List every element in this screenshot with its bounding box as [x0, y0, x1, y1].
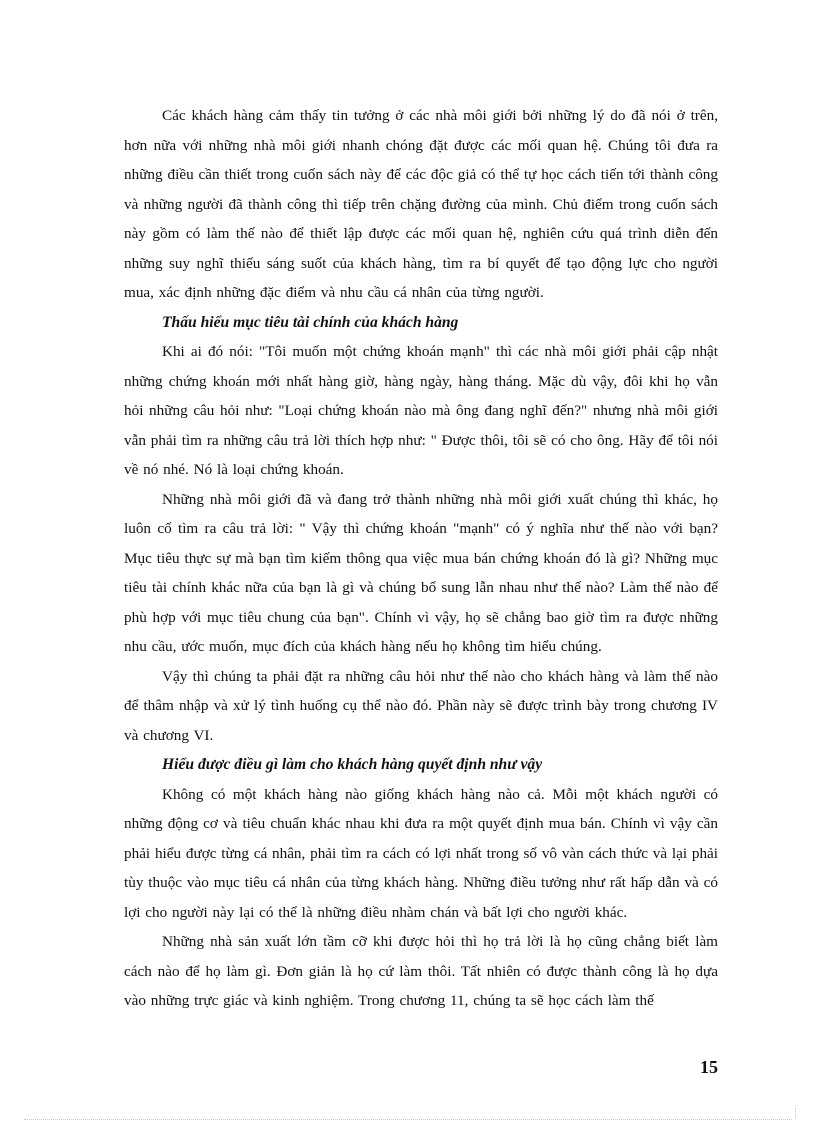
section-heading-financial-goals: Thấu hiểu mục tiêu tài chính của khách hàng	[162, 313, 459, 331]
section-heading-decision-motives: Hiểu được điều gì làm cho khách hàng quyết định như vậy	[162, 756, 543, 773]
paragraph-large-producers: Những nhà sản xuất lớn tầm cỡ khi được hỏi thì họ trả lời là họ cũng chẳng biết làm cách nào để họ làm gì. Đơn giản là họ cứ làm thôi. Tất nhiên có được thành công là họ dựa vào những trực giác và kinh nghiệm. Trong chương 11, chúng ta sẽ học cách làm thế	[124, 933, 718, 1009]
footer-dotted-rule	[24, 1119, 792, 1120]
page-number: 15	[700, 1057, 718, 1077]
paragraph-unique-customers: Không có một khách hàng nào giống khách hàng nào cả. Mỗi một khách người có những động cơ và tiêu chuẩn khác nhau khi đưa ra một quyết định mua bán. Chính vì vậy cần phải hiểu được từng cá nhân, phải tìm ra cách có lợi nhất trong số vô vàn cách thức và lại phải tùy thuộc vào mục tiêu cá nhân của từng khách hàng. Những điều tưởng như rất hấp dẫn và có lợi cho người này lại có thể là những điều nhàm chán và bất lợi cho người khác.	[124, 785, 718, 921]
page-content	[124, 101, 718, 1016]
paragraph-questions: Vậy thì chúng ta phải đặt ra những câu hỏi như thế nào cho khách hàng và làm thế nào để thâm nhập và xử lý tình huống cụ thể nào đó. Phần này sẽ được trình bày trong chương IV và chương VI.	[124, 667, 718, 744]
page-edge-marker	[795, 1108, 806, 1118]
intro-paragraph: Các khách hàng cảm thấy tin tưởng ở các nhà môi giới bởi những lý do đã nói ở trên, hơn nữa với những nhà môi giới nhanh chóng đặt được các mối quan hệ. Chúng tôi đưa ra những điều cần thiết trong cuốn sách này để các độc giả có thể tự học cách tiến tới thành công và những người đã thành công thì tiếp trên chặng đường của mình. Chủ điểm trong cuốn sách này gồm có làm thế nào để thiết lập được các mối quan hệ, nghiên cứu quá trình diễn đến những suy nghĩ thiếu sáng suốt của khách hàng, tìm ra bí quyết để tạo động lực cho người mua, xác định những đặc điểm và nhu cầu cá nhân của từng người.	[124, 107, 718, 301]
paragraph-strong-stock: Khi ai đó nói: "Tôi muốn một chứng khoán mạnh" thì các nhà môi giới phải cập nhật những chứng khoán mới nhất hàng giờ, hàng ngày, hàng tháng. Mặc dù vậy, đôi khi họ vẫn hỏi những câu hỏi như: "Loại chứng khoán nào mà ông đang nghĩ đến?" nhưng nhà môi giới vẫn phải tìm ra những câu trả lời thích hợp như: " Được thôi, tôi sẽ có cho ông. Hãy để tôi nói về nó nhé. Nó là loại chứng khoán.	[124, 343, 718, 478]
paragraph-outstanding-brokers: Những nhà môi giới đã và đang trở thành những nhà môi giới xuất chúng thì khác, họ luôn cố tìm ra câu trả lời: " Vậy thì chứng khoán "mạnh" có ý nghĩa như thế nào với bạn? Mục tiêu thực sự mà bạn tìm kiếm thông qua việc mua bán chứng khoán đó là gì? Những mục tiêu tài chính khác nữa của bạn là gì và chúng bổ sung lẫn nhau như thế nào? Làm thế nào để phù hợp với mục tiêu chung của bạn". Chính vì vậy, họ sẽ chẳng bao giờ tìm ra được những nhu cầu, ước muốn, mục đích của khách hàng nếu họ không tìm hiểu chúng.	[124, 490, 718, 655]
